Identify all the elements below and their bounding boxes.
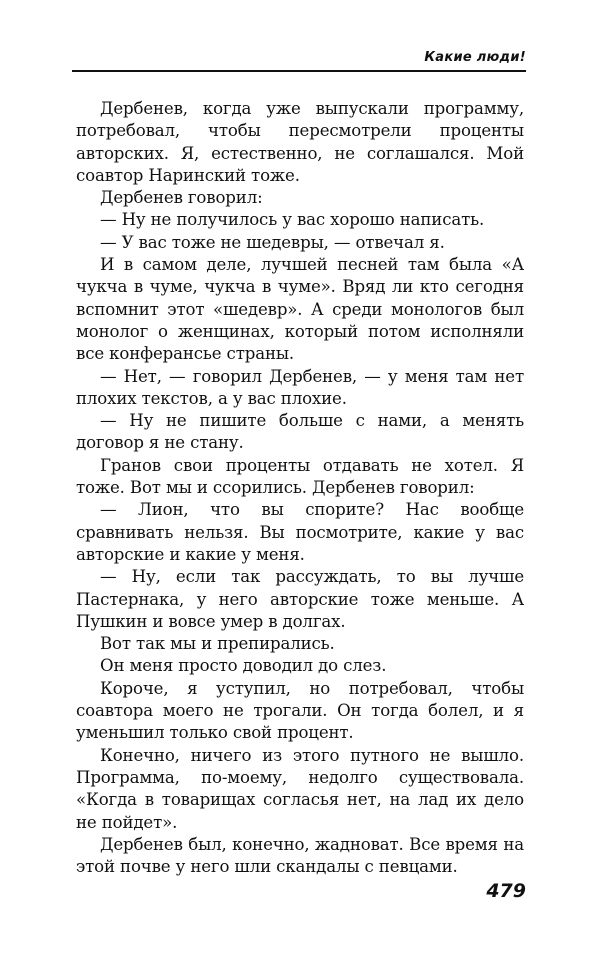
paragraph: — Ну не пишите больше с нами, а менять договор я не стану. <box>76 411 524 453</box>
paragraph: — Ну, если так рассуждать, то вы лучше Пастернака, у него авторские тоже меньше. А Пушкин и вовсе умер в долгах. <box>76 567 524 631</box>
paragraph: Дербенев, когда уже выпускали программу, потребовал, чтобы пересмотрели проценты авторских. Я, естественно, не соглашался. Мой соавтор Наринский тоже. <box>76 99 524 185</box>
paragraph: — Ну не получилось у вас хорошо написать. <box>100 210 485 230</box>
paragraph: Дербенев говорил: <box>100 188 263 208</box>
paragraph: Гранов свои проценты отдавать не хотел. Я тоже. Вот мы и ссорились. Дербенев говорил: <box>76 455 524 498</box>
paragraph: Вот так мы и препирались. <box>100 634 335 654</box>
body-text <box>76 98 524 878</box>
paragraph: — Лион, что вы спорите? Нас вообще сравнивать нельзя. Вы посмотрите, какие у вас авторские и какие у меня. <box>76 500 524 564</box>
paragraph: Конечно, ничего из этого путного не вышло. Программа, по-моему, недолго существовала. «Когда в товарищах согласья нет, на лад их дело не пойдет». <box>76 745 524 832</box>
page-number: 479 <box>486 880 526 902</box>
header-rule <box>72 70 526 72</box>
paragraph: Дербенев был, конечно, жадноват. Все время на этой почве у него шли скандалы с певцами. <box>76 834 524 877</box>
paragraph: — Нет, — говорил Дербенев, — у меня там нет плохих текстов, а у вас плохие. <box>76 366 524 408</box>
paragraph: — У вас тоже не шедевры, — отвечал я. <box>100 232 445 252</box>
paragraph: Короче, я уступил, но потребовал, чтобы соавтора моего не трогали. Он тогда болел, и я уменьшил только свой процент. <box>76 678 524 743</box>
paragraph: Он меня просто доводил до слез. <box>100 656 387 676</box>
running-head-title: Какие люди! <box>424 50 526 65</box>
paragraph: И в самом деле, лучшей песней там была «А чукча в чуме, чукча в чуме». Вряд ли кто сегодня вспомнит этот «шедевр». А среди монологов был монолог о женщинах, который потом исполняли все конферансье страны. <box>76 255 524 364</box>
